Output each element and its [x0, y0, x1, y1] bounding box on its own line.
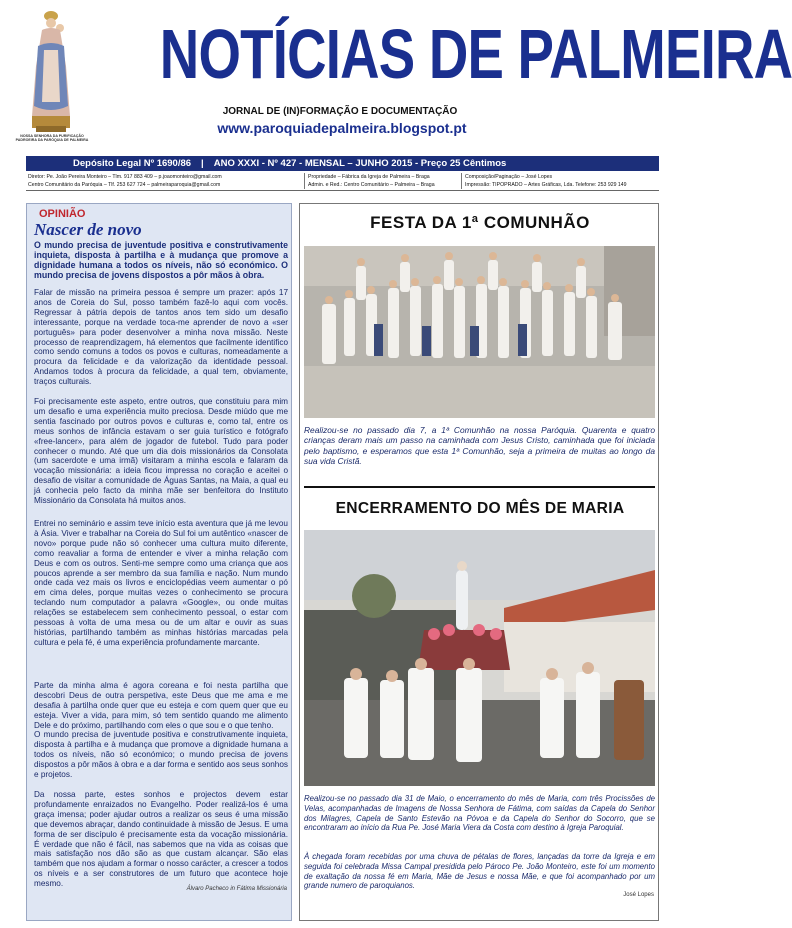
encerramento-caption: Realizou-se no passado dia 31 de Maio, o encerramento do mês de Maria, com três Procissões de Velas, acompanhadas de Imagens de Nossa Senhora de Fátima, com saídas da Capela do Senhor dos Milagres, Capela de Santo Estevão na Póvoa e da Capela do Senhor do Socorro, que se encontraram ao início da Rua Pe. José Maria Viera da Costa com destino à Igreja Paroquial.: [304, 794, 655, 833]
encerramento-caption: À chegada foram recebidas por uma chuva de pétalas de flores, lançadas da torre da Igreja e em seguida foi celebrada Missa Campal presidida pelo Pároco Pe. João Monteiro, este foi um momento de exaltação da nossa fé em Maria, Mãe de Jesus e nossa Mãe, e que foi acompanhado por um grande numero de paroquianos.: [304, 852, 655, 891]
festa-title: FESTA DA 1ª COMUNHÃO: [370, 213, 590, 232]
credits-divider: [461, 173, 462, 189]
credits-bar: [26, 172, 659, 191]
opinion-column: [26, 203, 292, 921]
festa-caption: Realizou-se no passado dia 7, a 1ª Comunhão na nossa Paróquia. Quarenta e quatro crianças deram mais um passo na caminhada com Jesus Cristo, caminhada que foi iniciada pelo baptismo, e esperamos que esta 1ª Comunhão, seja a primeira de muitas ao longo da sua vida Cristã.: [304, 425, 655, 467]
article-paragraph: Foi precisamente este aspeto, entre outros, que constituiu para mim um desafio e uma experiência muito preciosa. Desde miúdo que me sentia fascinado por outros povos e culturas e, como tal, entre os meus sonhos de infância estavam o ser guia turístico e fotógrafo «free-lancer», para além de jogador de futebol. Tudo para poder conhecer o mundo. Até que um dia dois missionários da Consolata (um sacerdote e uma irmã) visitaram a minha escola e falaram da vocação missionária: a ideia ficou impressa no coração e aceitei o desafio de visitar a comunidade de Águas Santas, na Maia, a qual eu já conhecia pelo facto da minha mãe ser benfeitora do Instituto Missionário da Consolata há muitos anos.: [34, 397, 288, 506]
section-divider: [304, 486, 655, 488]
masthead-title: NOTÍCIAS DE PALMEIRA: [159, 15, 792, 93]
encerramento-title: ENCERRAMENTO DO MÊS DE MARIA: [335, 500, 625, 517]
first-communion-photo: [304, 246, 655, 418]
credits-composition: Composição/Paginação – José Lopes Impressão: TIPOPRADO – Artes Gráficas, Lda. Telefone: 253 929 149: [465, 174, 627, 188]
logo-caption: NOSSA SENHORA DA PURIFICAÇÃO PADROEIRA DA PARÓQUIA DE PALMEIRA: [15, 134, 89, 142]
article-signature: Álvaro Pacheco in Fátima Missionária: [186, 886, 287, 892]
procession-photo: [304, 530, 655, 786]
credits-divider: [304, 173, 305, 189]
article-lead: O mundo precisa de juventude positiva e construtivamente inquieta, disposta à partilha e à mudança que promove a dignidade humana a todos os níveis, não só económico. O mundo precisa de jovens dispostos a pôr mãos à obra.: [34, 240, 288, 280]
legal-deposit: Depósito Legal Nº 1690/86: [73, 158, 192, 169]
section-label: OPINIÃO: [39, 208, 86, 220]
article-paragraph: Entrei no seminário e assim teve início esta aventura que já me levou à Ásia. Viver e trabalhar na Coreia do Sul foi um autêntico «nascer de novo» porque pude não só conhecer uma cultura muito diferente, como reavaliar a forma de entender e viver a minha relação com Deus e com os outros. Senti-me sempre como uma criança que aos poucos aprende a ser membro da sua família e nação. Num mundo onde cada vez mais os livros e enciclopédias veem aumentar o pó em cima deles, porque muitas vezes o conhecimento se procura teclando num computador a palavra «Google», ou onde muitas relações se estabelecem sem conhecimento pessoal, o estar com pessoas à volta de uma mesa ou de um altar e ouvir as suas histórias, partilhando também as minhas histórias marcadas pela cultura e pela fé, é uma experiência profundamente marcante.: [34, 519, 288, 647]
edition-info-bar: [26, 156, 659, 171]
photo-credit: José Lopes: [623, 892, 654, 898]
article-paragraph: Da nossa parte, estes sonhos e projectos devem estar profundamente enraizados no Evangelho. Poder realizá-los é uma graça imensa; poder ajudar outros a realizar os seus é uma missão que devemos abraçar, dando continuidade à missão de Jesus. E uma forma de ser discípulo é precisamente esta da vocação missionária. É verdade que não é fácil, nas sabemos que na vida as coisas que mais satisfação nos dão são as que custam alcançar. São elas também que nos ajudam a formar o nosso carácter, a crescer a todos os níveis e a ser construtores de um futuro que acontece hoje mesmo.: [34, 790, 288, 889]
masthead-subtitle: JORNAL DE (IN)FORMAÇÃO E DOCUMENTAÇÃO: [222, 106, 458, 117]
article-paragraph: Parte da minha alma é agora coreana e foi nesta partilha que descobri Deus de outra perspetiva, este Deus que me ama e me desafia à partilha onde quer que eu esteja e com quem quer que eu esteja. Viver a vida, para mim, só tem sentido quando me alimento Dele e do próximo, partilhando com eles o que sou e o que tenho.: [34, 681, 288, 730]
info-separator: |: [201, 158, 204, 169]
article-paragraph: Falar de missão na primeira pessoa é sempre um prazer: após 17 anos de Coreia do Sul, posso também fazê-lo aqui com vocês. Regressar à pátria depois de tantos anos tem sido um desafio interessante, porque na verdade toca-me aprender de novo a «ser português» para poder desenvolver a minha nova missão. Neste processo de reaprendizagem, há elementos que facilmente identifico como sendo comuns a todos os povos e culturas, nomeadamente a procura da felicidade e da valorização da identidade pessoal. Andamos todos à procura da felicidade, a qual tem, obviamente, traços culturais.: [34, 288, 288, 387]
credits-director: Diretor: Pe. João Pereira Monteiro – Tlm. 917 883 409 – p.joaomonteiro@gmail.com Centro Comunitário da Paróquia – Tlf. 253 627 724 – palmeiraparoquia@gmail.com: [28, 174, 222, 188]
news-column: [299, 203, 659, 921]
article-title: Nascer de novo: [34, 220, 142, 239]
madonna-statue-logo: [20, 6, 82, 134]
edition-details: ANO XXXI - Nº 427 - MENSAL – JUNHO 2015 - Preço 25 Cêntimos: [213, 158, 507, 169]
credits-property: Propriedade – Fábrica da Igreja de Palmeira – Braga Admin. e Red.: Centro Comunitário – Palmeira – Braga: [308, 174, 435, 188]
blog-url-link[interactable]: www.paroquiadepalmeira.blogspot.pt: [217, 120, 467, 136]
article-paragraph: O mundo precisa de juventude positiva e construtivamente inquieta, disposta à partilha e à mudança que promove a dignidade humana a todos os níveis, não só económico; o mundo precisa de jovens dispostos a pôr mãos à obra e a dar forma e sentido aos seus sonhos e projetos.: [34, 730, 288, 779]
